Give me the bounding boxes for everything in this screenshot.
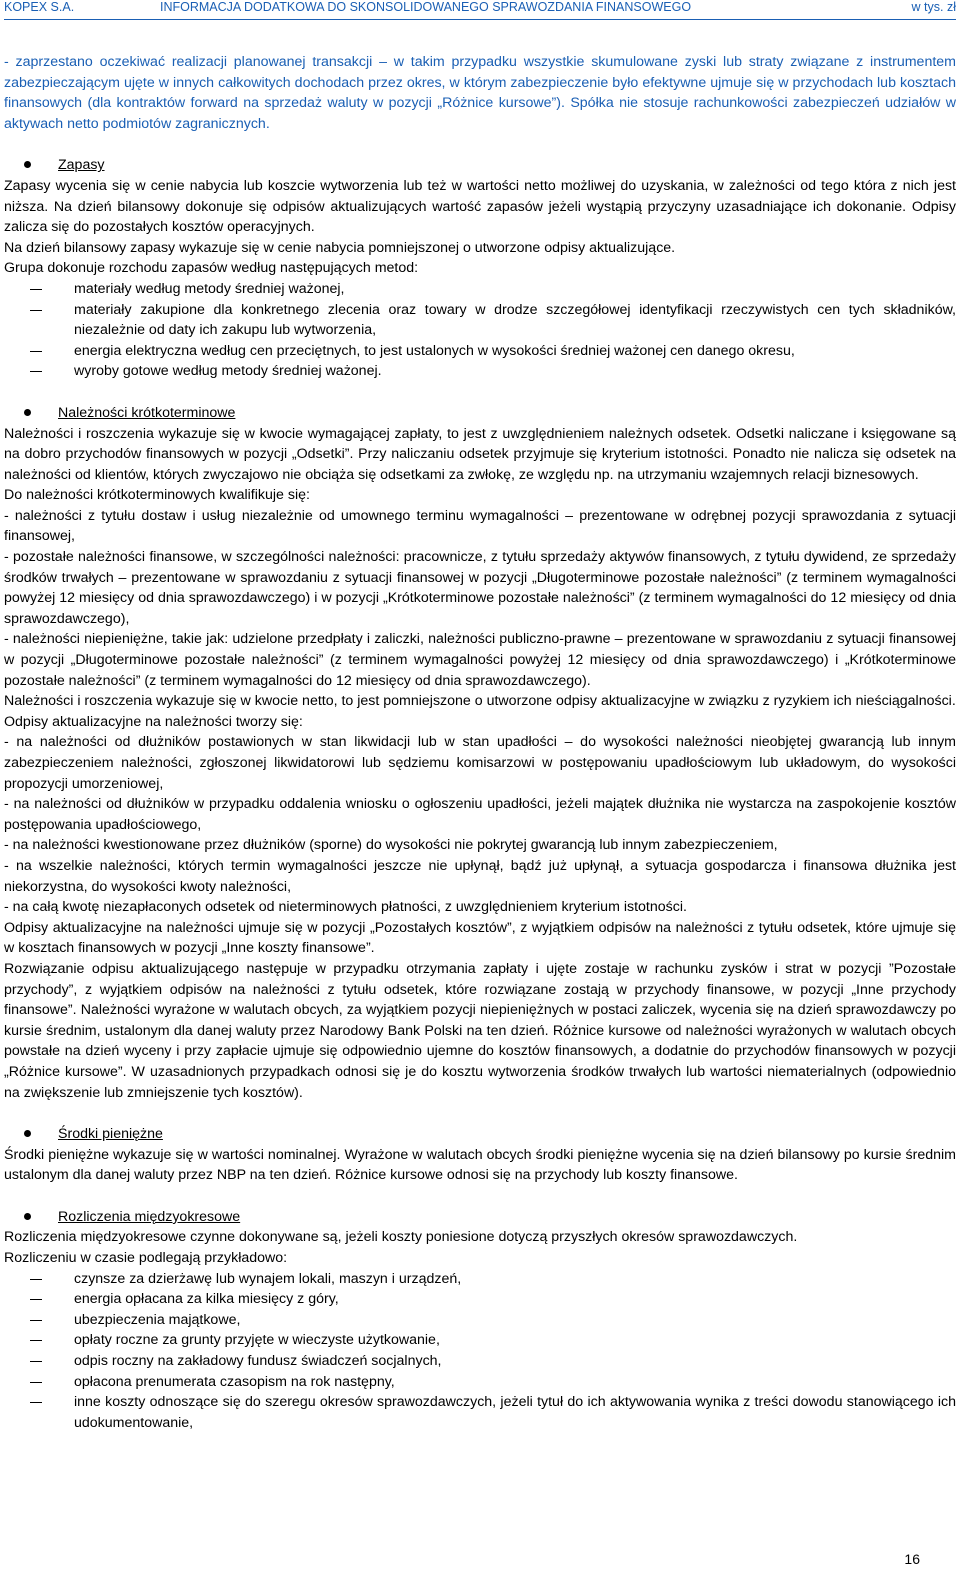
dash-icon <box>30 1382 42 1383</box>
intro-paragraph: - zaprzestano oczekiwać realizacji planowanej transakcji – w takim przypadku wszystkie skumulowane zyski lub straty związane z instrumentem zabezpieczającym ujęte w innych całkowitych dochodach przez okres, w którym zabezpieczenie było efektywne ujmuje się w przychodach lub kosztach finansowych (dla kontraktów forward na sprzedaż waluty w pozycji „Różnice kursowe”). Spółka nie stosuje rachunkowości zabezpieczeń udziałów w aktywach netto podmiotów zagranicznych. <box>4 54 956 132</box>
paragraph: Zapasy wycenia się w cenie nabycia lub koszcie wytworzenia lub też w wartości netto możliwej do uzyskania, w zależności od tego która z nich jest niższa. Na dzień bilansowy dokonuje się odpisów aktualizujących wartość zapasów jeżeli wystąpią przyczyny uzasadniające ich dokonanie. Odpisy zalicza się do pozostałych kosztów operacyjnych. <box>4 177 956 236</box>
dash-icon <box>30 1320 42 1321</box>
dash-icon <box>30 371 42 372</box>
section-zapasy-heading <box>4 155 956 176</box>
paragraph: Należności i roszczenia wykazuje się w kwocie wymagającej zapłaty, to jest z uwzględnieniem należnych odsetek. Odsetki naliczane i księgowane są na dobro przychodów finansowych w pozycji „Odsetki”. Przy naliczaniu odsetek przyjmuje się kryterium istotności. Ponadto nie nalicza się odsetek na należności od klientów, których zwyczajowo nie obciąża się odsetkami za zwłokę, ze względu np. na utrzymaniu wzajemnych relacji biznesowych. <box>4 425 956 483</box>
list-item: energia opłacana za kilka miesięcy z góry, <box>4 1289 956 1310</box>
list-item: materiały według metody średniej ważonej, <box>4 279 956 300</box>
paragraph: - należności niepieniężne, takie jak: udzielone przedpłaty i zaliczki, należności publiczno-prawne – prezentowane w sprawozdaniu z sytuacji finansowej w pozycji „Długoterminowe pozostałe należności” (z terminem wymagalności powyżej 12 miesięcy od dnia sprawozdawczego) i „Krótkoterminowe pozostałe należności” (z terminem wymagalności do 12 miesięcy od dnia sprawozdawczego). <box>4 631 956 689</box>
list-item: wyroby gotowe według metody średniej ważonej. <box>4 361 956 382</box>
dash-icon <box>30 310 42 311</box>
bullet-icon <box>24 1213 31 1220</box>
dash-icon <box>30 1402 42 1403</box>
section-srodki-heading <box>4 1124 956 1145</box>
list-item: opłaty roczne za grunty przyjęte w wieczyste użytkowanie, <box>4 1330 956 1351</box>
bullet-icon <box>24 1130 31 1137</box>
list-item: energia elektryczna według cen przeciętnych, to jest ustalonych w wysokości średniej ważonej cen danego okresu, <box>4 341 956 362</box>
list-item: czynsze za dzierżawę lub wynajem lokali, maszyn i urządzeń, <box>4 1269 956 1290</box>
list-item: opłacona prenumerata czasopism na rok następny, <box>4 1372 956 1393</box>
paragraph: - na należności od dłużników postawionych w stan likwidacji lub w stan upadłości – do wysokości należności nieobjętej gwarancją lub innym zabezpieczeniem należności, zgłoszonej likwidatorowi lub sędziemu komisarzowi w postępowaniu upadłościowym lub układowym, do wysokości propozycji umorzeniowej, <box>4 734 956 792</box>
page-header <box>0 0 960 18</box>
list-item: inne koszty odnoszące się do szeregu okresów sprawozdawczych, jeżeli tytuł do ich aktywowania wynika z treści dowodu stanowiącego ich udokumentowanie, <box>4 1392 956 1433</box>
paragraph: - na należności kwestionowane przez dłużników (sporne) do wysokości nie pokrytej gwarancją lub innym zabezpieczeniem, <box>4 837 778 854</box>
section-naleznosci-heading <box>4 403 956 424</box>
section-rozliczenia-heading <box>4 1207 956 1228</box>
bullet-icon <box>24 161 31 168</box>
paragraph: - pozostałe należności finansowe, w szczególności należności: pracownicze, z tytułu sprzedaży aktywów finansowych, z tytułu dywidend, ze sprzedaży środków trwałych – prezentowane w sprawozdaniu z sytuacji finansowej w pozycji „Długoterminowe pozostałe należności” (z terminem wymagalności powyżej 12 miesięcy od dnia sprawozdawczego) i w pozycji „Krótkoterminowe pozostałe należności” (z terminem wymagalności do 12 miesięcy od dnia sprawozdawczego), <box>4 549 956 627</box>
section-title: Środki pieniężne <box>58 1126 163 1143</box>
dash-icon <box>30 1299 42 1300</box>
dash-icon <box>30 1340 42 1341</box>
section-title: Rozliczenia międzyokresowe <box>58 1208 241 1225</box>
bullet-icon <box>24 409 31 416</box>
list-item: materiały zakupione dla konkretnego zlecenia oraz towary w drodze szczegółowej identyfikacji rzeczywistych cen tych składników, niezależnie od daty ich zakupu lub wytworzenia, <box>4 300 956 341</box>
document-body <box>4 52 956 1433</box>
unit-label: w tys. zł <box>911 0 956 14</box>
list-item: ubezpieczenia majątkowe, <box>4 1310 956 1331</box>
page-number: 16 <box>904 1551 920 1567</box>
paragraph: Należności i roszczenia wykazuje się w kwocie netto, to jest pomniejszone o utworzone odpisy aktualizacyjne w związku z ryzykiem ich nieściągalności. <box>4 693 956 710</box>
paragraph: - na całą kwotę niezapłaconych odsetek od nieterminowych płatności, z uwzględnieniem kryterium istotności. <box>4 899 687 916</box>
list-item: odpis roczny na zakładowy fundusz świadczeń socjalnych, <box>4 1351 956 1372</box>
section-title: Należności krótkoterminowe <box>58 404 236 421</box>
paragraph: Rozliczenia międzyokresowe czynne dokonywane są, jeżeli koszty poniesione dotyczą przyszłych okresów sprawozdawczych. <box>4 1229 798 1246</box>
dash-icon <box>30 1279 42 1280</box>
document-title: INFORMACJA DODATKOWA DO SKONSOLIDOWANEGO SPRAWOZDANIA FINANSOWEGO <box>160 0 692 14</box>
dash-icon <box>30 289 42 290</box>
dash-icon <box>30 351 42 352</box>
paragraph: Na dzień bilansowy zapasy wykazuje się w cenie nabycia pomniejszonej o utworzone odpisy aktualizujące. <box>4 239 676 256</box>
header-divider <box>4 19 956 20</box>
company-name: KOPEX S.A. <box>4 0 75 14</box>
paragraph: Rozliczeniu w czasie podlegają przykładowo: <box>4 1250 288 1267</box>
paragraph: Odpisy aktualizacyjne na należności tworzy się: <box>4 713 303 730</box>
section-title: Zapasy <box>58 157 105 174</box>
paragraph: Odpisy aktualizacyjne na należności ujmuje się w pozycji „Pozostałych kosztów”, z wyjątkiem odpisów na należności z tytułu odsetek, które ujmuje się w kosztach finansowych w pozycji „Inne koszty finansowe”. <box>4 919 956 957</box>
paragraph: - na należności od dłużników w przypadku oddalenia wniosku o ogłoszeniu upadłości, jeżeli majątek dłużnika nie wystarcza na zaspokojenie kosztów postępowania upadłościowego, <box>4 796 956 833</box>
paragraph: - na wszelkie należności, których termin wymagalności jeszcze nie upłynął, bądź już upłynął, a sytuacja gospodarcza i finansowa dłużnika jest niekorzystna, do wysokości kwoty należności, <box>4 857 956 895</box>
dash-icon <box>30 1361 42 1362</box>
paragraph: - należności z tytułu dostaw i usług niezależnie od umownego terminu wymagalności – prezentowane w odrębnej pozycji sprawozdania z sytuacji finansowej, <box>4 507 956 545</box>
paragraph: Grupa dokonuje rozchodu zapasów według następujących metod: <box>4 260 419 277</box>
paragraph: Do należności krótkoterminowych kwalifikuje się: <box>4 487 310 504</box>
paragraph: Rozwiązanie odpisu aktualizującego następuje w przypadku otrzymania zapłaty i ujęte zostaje w rachunku zysków i strat w pozycji ”Pozostałe przychody”, z wyjątkiem odpisów na należności z tytułu odsetek, które rozwiązane zostają w przychody finansowe, w pozycji „Inne przychody finansowe”. Należności wyrażone w walutach obcych, za wyjątkiem pozycji niepieniężnych w postaci zaliczek, wycenia się na dzień sprawozdawczy po kursie średnim, ustalonym dla danej waluty przez Narodowy Bank Polski na ten dzień. Różnice kursowe od należności wyrażonych w walutach obcych powstałe na dzień wyceny i przy zapłacie ujmuje się odpowiednio ujemne do kosztów finansowych, a dodatnie do przychodów finansowych w pozycji „Różnice kursowe”. W uzasadnionych przypadkach odnosi się je do kosztu wytworzenia środków trwałych lub wartości niematerialnych (odpowiednio na zwiększenie lub zmniejszenie tych kosztów). <box>4 960 956 1101</box>
paragraph: Środki pieniężne wykazuje się w wartości nominalnej. Wyrażone w walutach obcych środki pieniężne wycenia się na dzień bilansowy po kursie średnim ustalonym dla danej waluty przez NBP na ten dzień. Różnice kursowe odnosi się na przychody lub koszty finansowe. <box>4 1146 956 1184</box>
